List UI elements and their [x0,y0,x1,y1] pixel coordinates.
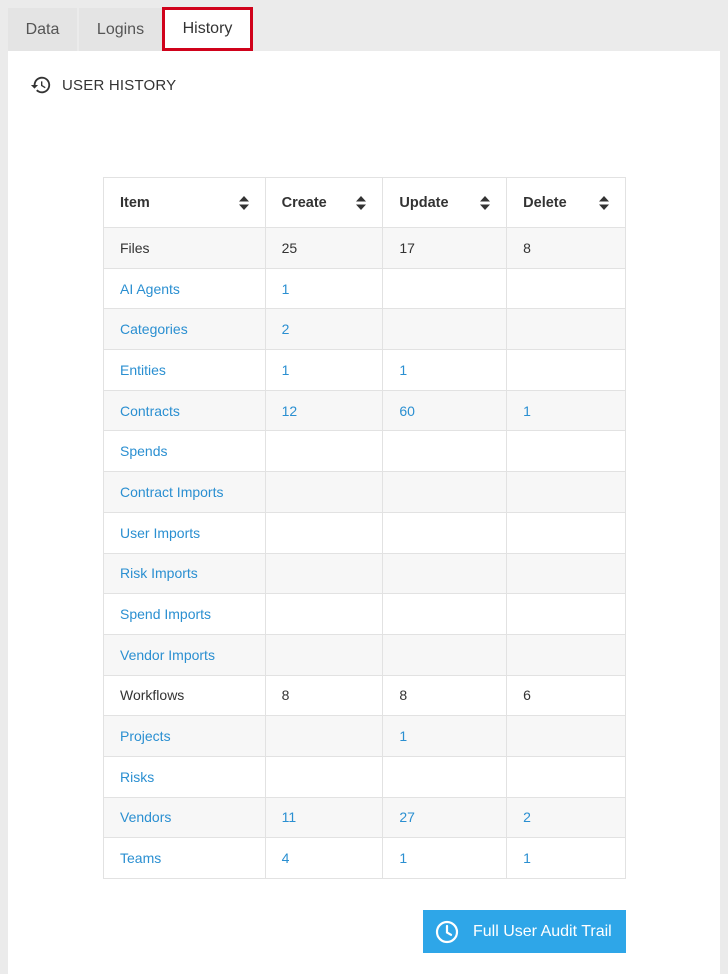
cell-item[interactable]: Vendor Imports [104,634,266,675]
table-row [104,675,626,716]
cell-delete: 6 [507,675,626,716]
tab-logins[interactable]: Logins [79,8,162,51]
table-row [104,594,626,635]
cell-create [265,716,383,757]
column-header-update[interactable] [383,178,507,228]
cell-delete [507,716,626,757]
cell-item[interactable]: Contracts [104,390,266,431]
cell-delete [507,309,626,350]
history-panel [8,51,720,974]
cell-delete[interactable]: 2 [507,797,626,838]
table-row [104,553,626,594]
cell-create [265,472,383,513]
audit-button-label: Full User Audit Trail [473,922,612,940]
clock-icon [435,920,459,944]
cell-update[interactable]: 1 [383,838,507,879]
cell-delete [507,756,626,797]
tab-bar [0,0,728,51]
cell-create: 25 [265,228,383,269]
column-header-label: Delete [523,194,567,211]
sort-icon [480,196,490,210]
table-row [104,228,626,269]
history-icon [30,74,52,96]
table-row [104,472,626,513]
tab-data[interactable]: Data [8,8,77,51]
cell-update [383,431,507,472]
cell-item[interactable]: Teams [104,838,266,879]
cell-create [265,553,383,594]
cell-create[interactable]: 12 [265,390,383,431]
table-row [104,634,626,675]
table-row [104,390,626,431]
cell-item: Workflows [104,675,266,716]
table-row [104,268,626,309]
cell-create [265,594,383,635]
table-row [104,512,626,553]
cell-create[interactable]: 4 [265,838,383,879]
cell-item[interactable]: Risk Imports [104,553,266,594]
table-row [104,309,626,350]
cell-delete [507,634,626,675]
cell-update [383,512,507,553]
cell-item[interactable]: Risks [104,756,266,797]
cell-update: 8 [383,675,507,716]
cell-item[interactable]: User Imports [104,512,266,553]
sort-icon [239,196,249,210]
user-history-table [103,177,626,879]
cell-item[interactable]: Contract Imports [104,472,266,513]
cell-update [383,553,507,594]
full-user-audit-trail-button[interactable] [423,910,626,953]
cell-delete [507,472,626,513]
table-row [104,838,626,879]
column-header-label: Item [120,194,150,211]
cell-delete [507,268,626,309]
table-row [104,797,626,838]
cell-create[interactable]: 1 [265,268,383,309]
cell-update [383,634,507,675]
cell-item: Files [104,228,266,269]
section-title: USER HISTORY [62,76,177,94]
cell-item[interactable]: Entities [104,350,266,391]
cell-update [383,268,507,309]
section-header [30,73,176,97]
table-row [104,350,626,391]
cell-update [383,309,507,350]
cell-delete: 8 [507,228,626,269]
cell-create [265,756,383,797]
tab-history[interactable]: History [162,7,253,51]
cell-update[interactable]: 27 [383,797,507,838]
table-header-row [104,178,626,228]
column-header-create[interactable] [265,178,383,228]
cell-update: 17 [383,228,507,269]
cell-item[interactable]: Spend Imports [104,594,266,635]
cell-create[interactable]: 1 [265,350,383,391]
column-header-label: Update [399,194,449,211]
cell-update[interactable]: 1 [383,350,507,391]
cell-create[interactable]: 2 [265,309,383,350]
cell-create [265,512,383,553]
table-row [104,756,626,797]
cell-delete[interactable]: 1 [507,390,626,431]
cell-update[interactable]: 60 [383,390,507,431]
column-header-delete[interactable] [507,178,626,228]
cell-delete [507,512,626,553]
cell-item[interactable]: Vendors [104,797,266,838]
cell-delete[interactable]: 1 [507,838,626,879]
cell-create [265,431,383,472]
table-row [104,431,626,472]
cell-update[interactable]: 1 [383,716,507,757]
cell-delete [507,594,626,635]
column-header-item[interactable] [104,178,266,228]
cell-item[interactable]: Categories [104,309,266,350]
cell-create [265,634,383,675]
cell-delete [507,553,626,594]
cell-update [383,756,507,797]
sort-icon [356,196,366,210]
cell-create: 8 [265,675,383,716]
cell-create[interactable]: 11 [265,797,383,838]
sort-icon [599,196,609,210]
cell-item[interactable]: Spends [104,431,266,472]
cell-update [383,472,507,513]
cell-update [383,594,507,635]
cell-item[interactable]: AI Agents [104,268,266,309]
column-header-label: Create [281,194,327,211]
cell-item[interactable]: Projects [104,716,266,757]
table-row [104,716,626,757]
cell-delete [507,431,626,472]
cell-delete [507,350,626,391]
